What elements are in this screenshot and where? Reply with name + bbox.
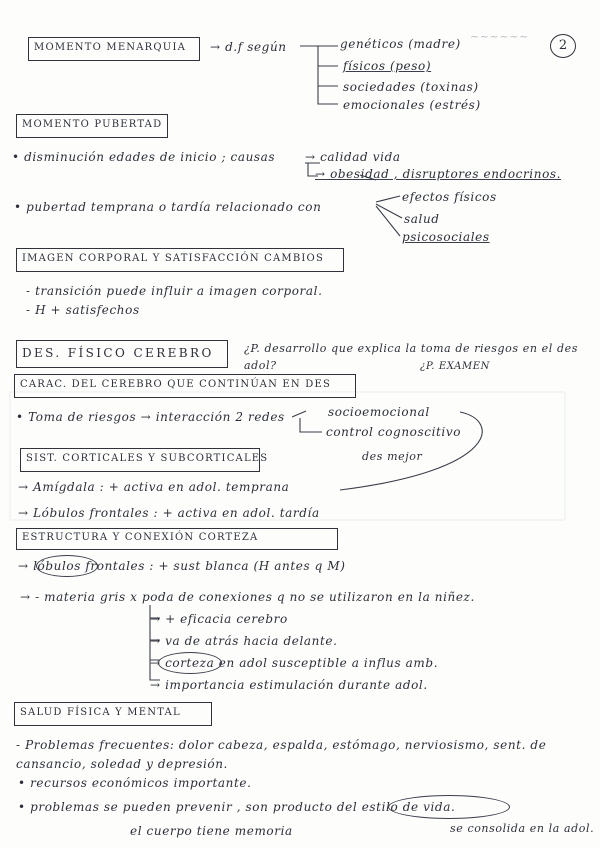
circle-corteza bbox=[158, 652, 222, 674]
pubertad-effect: salud bbox=[404, 212, 440, 226]
menarquia-item: físicos (peso) bbox=[343, 59, 432, 73]
salud-title: SALUD FÍSICA Y MENTAL bbox=[20, 707, 181, 718]
imagen-line: - H + satisfechos bbox=[26, 303, 140, 317]
estructura-sub: → + eficacia cerebro bbox=[150, 612, 288, 626]
pubertad-cause: → calidad vida bbox=[305, 150, 401, 164]
lobulos-line: → Lóbulos frontales : + activa en adol. tardía bbox=[18, 506, 320, 520]
amigdala-line: → Amígdala : + activa en adol. temprana bbox=[18, 480, 290, 494]
cerebro-side-note-exam: ¿P. EXAMEN bbox=[420, 361, 490, 372]
carac-title: CARAC. DEL CEREBRO QUE CONTINÚAN EN DES bbox=[20, 379, 331, 390]
pubertad-cause: → obesidad , disruptores endocrinos. bbox=[315, 167, 562, 181]
menarquia-item: sociedades (toxinas) bbox=[343, 80, 479, 94]
menarquia-item: emocionales (estrés) bbox=[343, 98, 481, 112]
red-item: control cognoscitivo bbox=[326, 425, 462, 439]
salud-line: • recursos económicos importante. bbox=[18, 776, 252, 790]
estructura-line: → lóbulos frontales : + sust blanca (H antes q M) bbox=[18, 559, 346, 573]
estructura-title: ESTRUCTURA Y CONEXIÓN CORTEZA bbox=[22, 532, 259, 543]
salud-line: se consolida en la adol. bbox=[450, 822, 595, 835]
estructura-sub: → va de atrás hacia delante. bbox=[150, 634, 338, 648]
estructura-line: → - materia gris x poda de conexiones q no se utilizaron en la niñez. bbox=[20, 590, 475, 604]
circle-estilo bbox=[388, 795, 510, 819]
sist-title: SIST. CORTICALES Y SUBCORTICALES bbox=[26, 453, 269, 464]
salud-line: • problemas se pueden prevenir , son producto del estilo de vida. bbox=[18, 800, 456, 814]
pubertad-title: MOMENTO PUBERTAD bbox=[22, 119, 163, 130]
cerebro-title: DES. FÍSICO CEREBRO bbox=[22, 346, 214, 360]
riesgos-line: • Toma de riesgos → interacción 2 redes bbox=[16, 410, 285, 424]
pubertad-line: • disminución edades de inicio ; causas bbox=[12, 150, 276, 164]
cerebro-side-note: ¿P. desarrollo que explica la toma de riesgos en el des adol? bbox=[244, 342, 578, 372]
pubertad-effect: efectos físicos bbox=[402, 190, 497, 204]
imagen-line: - transición puede influir a imagen corporal. bbox=[26, 284, 323, 298]
salud-line: - Problemas frecuentes: dolor cabeza, espalda, estómago, nerviosismo, sent. de cansancio, soledad y depresión. bbox=[16, 738, 547, 771]
estructura-sub: → corteza en adol susceptible a influs amb. bbox=[150, 656, 439, 670]
estructura-sub: → importancia estimulación durante adol. bbox=[150, 678, 428, 692]
menarquia-item: genéticos (madre) bbox=[340, 37, 461, 51]
page-number: 2 bbox=[550, 34, 576, 58]
pubertad-effect: psicosociales bbox=[402, 230, 490, 244]
red-item: socioemocional bbox=[328, 405, 430, 419]
imagen-title: IMAGEN CORPORAL Y SATISFACCIÓN CAMBIOS bbox=[22, 253, 325, 264]
menarquia-title: MOMENTO MENARQUIA bbox=[34, 42, 187, 53]
circle-lobulos bbox=[36, 555, 98, 577]
salud-line: el cuerpo tiene memoria bbox=[130, 824, 293, 838]
des-mejor-note: des mejor bbox=[362, 450, 423, 463]
bleed-through-text: ~~~~~~ bbox=[470, 30, 529, 43]
menarquia-connector: → d.f según bbox=[210, 40, 287, 54]
pubertad-line: • pubertad temprana o tardía relacionado con bbox=[14, 200, 322, 214]
